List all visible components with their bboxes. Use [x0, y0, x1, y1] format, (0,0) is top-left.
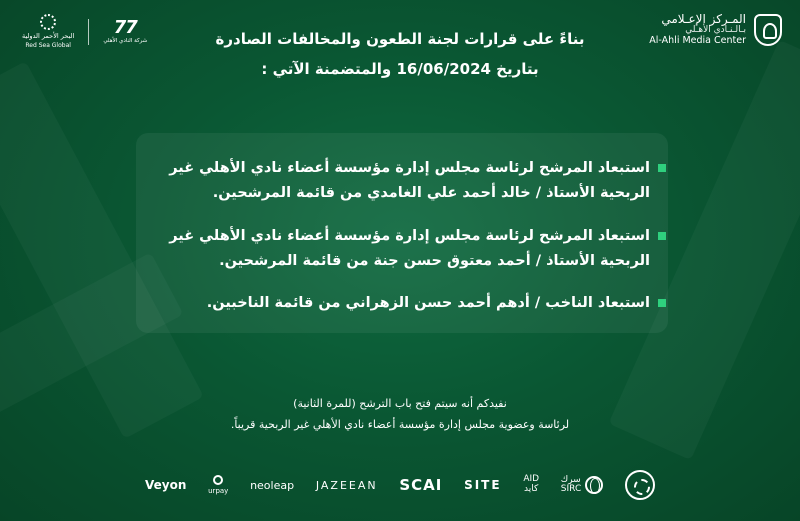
red-sea-arabic-text: البحر الأحمر الدولية: [22, 32, 75, 40]
media-center-arabic-sub: بـالـنـادي الأهـلي: [685, 25, 746, 36]
veyon-logo: [145, 478, 186, 492]
site-text: SITE: [464, 478, 502, 492]
media-center-arabic-name: المـركز الإعـلامي: [661, 12, 746, 27]
aid-arabic-text: كايد: [524, 484, 539, 494]
sponsor-logos-bottom: [145, 465, 655, 505]
sirc-logo: [561, 476, 603, 495]
sirc-arabic-text: سرك: [560, 474, 581, 485]
sirc-english-text: SIRC: [560, 484, 582, 494]
decision-text-line: الربحية الأستاذ / أحمد معتوق حسن جنة من قائمة المرشحين.: [219, 253, 650, 269]
veyon-text: Veyon: [145, 478, 187, 492]
decision-text-line: استبعاد الناخب / أدهم أحمد حسن الزهراني من قائمة الناخبين.: [206, 295, 650, 311]
aid-logo: [523, 475, 539, 495]
urpay-logo: [208, 475, 228, 495]
media-center-english-name: Al-Ahli Media Center: [649, 35, 746, 47]
sponsor-logos-top: [22, 14, 147, 49]
bullet-square-icon: [658, 299, 666, 307]
anniversary-caption: شركة النادي الأهلي: [103, 37, 148, 44]
al-ahli-media-center-logo: [632, 12, 782, 48]
notice-line1: نفيدكم أنه سيتم فتح باب الترشح (للمرة الثانية): [293, 397, 507, 410]
decision-text-line: استبعاد المرشح لرئاسة مجلس إدارة مؤسسة أعضاء نادي الأهلي غير: [169, 228, 650, 244]
bullet-square-icon: [658, 164, 666, 172]
bullet-square-icon: [658, 232, 666, 240]
decision-text-line: الربحية الأستاذ / خالد أحمد علي الغامدي من قائمة المرشحين.: [212, 185, 650, 201]
notice-line2: لرئاسة وعضوية مجلس إدارة مؤسسة أعضاء نادي الأهلي غير الربحية قريباً.: [230, 418, 570, 431]
decision-item: [150, 291, 650, 316]
red-sea-global-icon: [40, 14, 56, 30]
pif-logo: [625, 470, 655, 500]
pif-emblem-icon: [625, 470, 655, 500]
jazeean-logo: [316, 479, 378, 492]
announcement-heading-line2: بتاريخ 16/06/2024 والمتضمنة الآتي :: [261, 60, 539, 78]
announcement-heading-line1: بناءً على قرارات لجنة الطعون والمخالفات الصادرة: [215, 30, 585, 48]
divider: [88, 19, 89, 45]
urpay-text: urpay: [208, 487, 229, 495]
sirc-globe-icon: [585, 476, 603, 494]
decision-item: [150, 224, 650, 274]
aid-english-text: AID: [523, 474, 540, 485]
neoleap-text: neoleap: [250, 478, 295, 492]
anniversary-number: 77: [113, 16, 137, 38]
al-ahli-crest-icon: [754, 14, 782, 46]
site-logo: [464, 478, 502, 492]
scai-text: SCAI: [399, 476, 443, 494]
urpay-icon: [213, 475, 223, 485]
decision-text-line: استبعاد المرشح لرئاسة مجلس إدارة مؤسسة أعضاء نادي الأهلي غير: [169, 160, 650, 176]
red-sea-english-text: Red Sea Global: [25, 42, 71, 49]
red-sea-global-logo: [22, 14, 74, 49]
scai-logo: [399, 476, 442, 494]
neoleap-logo: [250, 479, 294, 492]
anniversary-logo: [103, 16, 148, 45]
decision-item: [150, 156, 650, 206]
jazeean-text: JAZEEAN: [315, 478, 378, 492]
